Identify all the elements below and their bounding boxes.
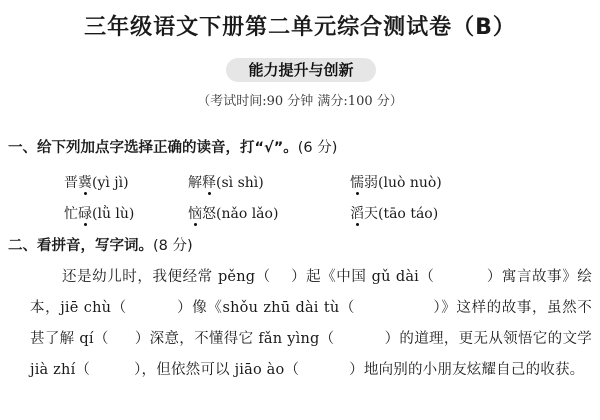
section-2-score: (8 分) [153, 238, 193, 254]
pinyin-item[interactable]: 晋冀(yì jì) [64, 175, 129, 191]
dotted-char: 滔 [350, 206, 364, 222]
section-1-title: 一、给下列加点字选择正确的读音，打“√”。 [8, 140, 298, 156]
section-1-score: (6 分) [297, 140, 338, 156]
pinyin-item[interactable]: 忙碌(lǜ lù) [64, 206, 135, 222]
dotted-char: 恼 [188, 206, 202, 222]
page-title: 三年级语文下册第二单元综合测试卷（B） [84, 15, 516, 40]
dotted-char: 碌 [78, 206, 92, 222]
pinyin-item[interactable]: 恼怒(nǎo lǎo) [188, 206, 279, 222]
pinyin-item[interactable]: 懦弱(luò nuò) [350, 175, 442, 191]
dotted-char: 释 [202, 175, 216, 191]
section-1-heading [8, 136, 337, 157]
section-2-heading [8, 234, 193, 255]
dotted-char: 懦 [350, 175, 364, 191]
pinyin-item[interactable]: 滔天(tāo táo) [350, 206, 439, 222]
pinyin-item[interactable]: 解释(sì shì) [188, 175, 264, 191]
section-2-title: 二、看拼音，写字词。 [8, 238, 153, 254]
passage: 还是幼儿时，我便经常 pěng（ ）起《中国 gǔ dài（ ）寓言故事》绘本，jiē chù（ ）像《shǒu zhū dài tù（ ）》这样的故事，虽然不甚了解 qí（ ）深意，不懂得它 fǎn yìng（ ）的道理，更无从领悟它的文学 jià zhí（ ），但依然可以 jiāo ào（ ）地向别的小朋友炫耀自己的收获。 [30, 269, 592, 378]
section-badge: 能力提升与创新 [226, 58, 376, 82]
exam-info: （考试时间:90 分钟 满分:100 分） [197, 94, 403, 109]
dotted-char: 冀 [78, 175, 92, 191]
